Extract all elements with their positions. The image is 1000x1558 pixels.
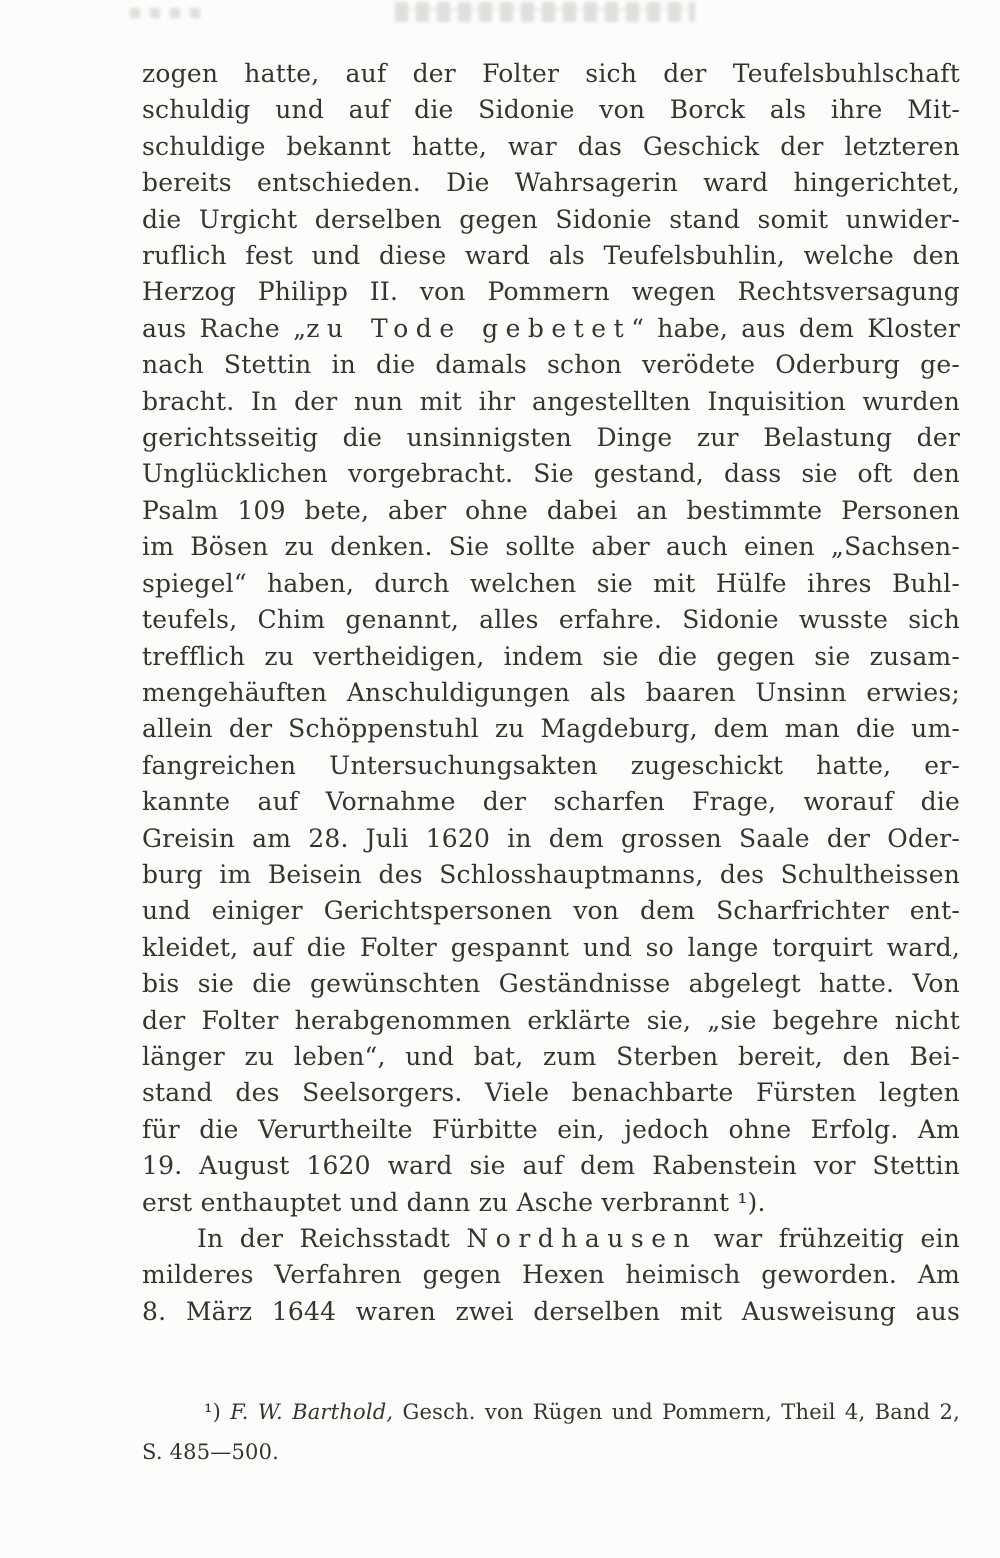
text-line — [142, 202, 960, 238]
text-run: In der Reichsstadt — [197, 1224, 467, 1253]
text-line — [142, 1185, 960, 1221]
text-run: teufels, Chim genannt, alles erfahre. Sidonie wusste sich — [142, 605, 960, 635]
text-line — [142, 456, 960, 492]
text-run: Psalm 109 bete, aber ohne dabei an bestimmte Personen — [142, 495, 960, 525]
text-line — [142, 602, 960, 638]
text-run: 8. März 1644 waren zwei derselben mit Ausweisung aus — [142, 1296, 960, 1326]
text-run: die Urgicht derselben gegen Sidonie stand somit unwider- — [142, 204, 960, 234]
text-run: und einiger Gerichtspersonen von dem Scharfrichter ent- — [142, 896, 960, 926]
text-line — [142, 1112, 960, 1148]
text-line — [142, 1221, 960, 1257]
text-run: schuldig und auf die Sidonie von Borck als ihre Mit- — [142, 95, 960, 125]
text-line — [142, 1432, 960, 1472]
text-run: fangreichen Untersuchungsakten zugeschickt hatte, er- — [142, 750, 960, 780]
text-line — [142, 1039, 960, 1075]
text-line — [142, 274, 960, 310]
text-line — [142, 1392, 960, 1432]
text-line — [142, 1294, 960, 1330]
text-run: stand des Seelsorgers. Viele benachbarte Fürsten legten — [142, 1078, 960, 1108]
text-run: Unglücklichen vorgebracht. Sie gestand, dass sie oft den — [142, 459, 960, 489]
text-line — [142, 1148, 960, 1184]
text-run: für die Verurtheilte Fürbitte ein, jedoch ohne Erfolg. Am — [142, 1114, 960, 1144]
text-run: 19. August 1620 ward sie auf dem Rabenstein vor Stettin — [142, 1151, 960, 1181]
text-line — [142, 566, 960, 602]
italic-text: F. W. Barthold, — [230, 1400, 394, 1424]
text-run: länger zu leben“, und bat, zum Sterben bereit, den Bei- — [142, 1041, 960, 1071]
text-line — [142, 493, 960, 529]
text-line — [142, 529, 960, 565]
text-line — [142, 129, 960, 165]
spaced-text: zu Tode gebetet — [306, 313, 632, 343]
text-run: kannte auf Vornahme der scharfen Frage, worauf die — [142, 787, 960, 817]
text-line — [142, 748, 960, 784]
body-text — [142, 56, 960, 1330]
text-line — [142, 165, 960, 201]
text-line — [142, 966, 960, 1002]
spaced-text: Nordhausen — [466, 1224, 698, 1253]
text-line — [142, 784, 960, 820]
text-line — [142, 92, 960, 128]
text-run: ¹) — [204, 1400, 231, 1424]
text-run: schuldige bekannt hatte, war das Geschick der letzteren — [142, 131, 960, 161]
text-line — [142, 857, 960, 893]
text-run: milderes Verfahren gegen Hexen heimisch geworden. Am — [142, 1260, 960, 1290]
text-run: der Folter herabgenommen erklärte sie, „sie begehre nicht — [142, 1005, 960, 1035]
text-line — [142, 1075, 960, 1111]
text-line — [142, 347, 960, 383]
text-run: bereits entschieden. Die Wahrsagerin ward hingerichtet, — [142, 168, 960, 198]
text-run: bracht. In der nun mit ihr angestellten Inquisition wurden — [142, 386, 960, 416]
text-run: allein der Schöppenstuhl zu Magdeburg, dem man die um- — [142, 714, 960, 744]
text-run: war frühzeitig ein — [697, 1224, 961, 1253]
text-run: zogen hatte, auf der Folter sich der Teufelsbuhlschaft — [142, 59, 960, 88]
text-run: gerichtsseitig die unsinnigsten Dinge zur Belastung der — [142, 423, 960, 453]
text-line — [142, 930, 960, 966]
text-run: spiegel“ haben, durch welchen sie mit Hülfe ihres Buhl- — [142, 568, 960, 598]
text-line — [142, 675, 960, 711]
scan-artifact-center — [395, 2, 695, 22]
text-run: Herzog Philipp II. von Pommern wegen Rechtsversagung — [142, 277, 960, 307]
text-run: trefflich zu vertheidigen, indem sie die gegen sie zusam- — [142, 641, 960, 671]
text-line — [142, 420, 960, 456]
text-run: burg im Beisein des Schlosshauptmanns, des Schultheissen — [142, 859, 960, 889]
text-line — [142, 711, 960, 747]
text-line — [142, 821, 960, 857]
text-line — [142, 1257, 960, 1293]
text-run: aus Rache „ — [142, 313, 307, 343]
text-run: bis sie die gewünschten Geständnisse abgelegt hatte. Von — [142, 969, 960, 999]
text-run: erst enthauptet und dann zu Asche verbrannt ¹). — [142, 1187, 766, 1217]
text-run: mengehäuften Anschuldigungen als baaren Unsinn erwies; — [142, 677, 960, 707]
text-line — [142, 639, 960, 675]
text-line — [142, 311, 960, 347]
text-line — [142, 893, 960, 929]
text-run: Greisin am 28. Juli 1620 in dem grossen Saale der Oder- — [142, 823, 960, 853]
text-run: Gesch. von Rügen und Pommern, Theil 4, Band 2, — [393, 1400, 960, 1424]
footnote — [142, 1392, 960, 1472]
text-run: im Bösen zu denken. Sie sollte aber auch einen „Sachsen- — [142, 532, 960, 562]
text-line — [142, 384, 960, 420]
scan-artifact-left — [130, 8, 200, 18]
text-line — [142, 56, 960, 92]
text-line — [142, 1003, 960, 1039]
text-run: S. 485—500. — [142, 1440, 280, 1464]
text-line — [142, 238, 960, 274]
text-run: kleidet, auf die Folter gespannt und so lange torquirt ward, — [142, 932, 960, 962]
text-run: nach Stettin in die damals schon verödete Oderburg ge- — [142, 350, 960, 380]
text-run: ruflich fest und diese ward als Teufelsbuhlin, welche den — [142, 241, 960, 271]
text-run: “ habe, aus dem Kloster — [631, 313, 960, 343]
